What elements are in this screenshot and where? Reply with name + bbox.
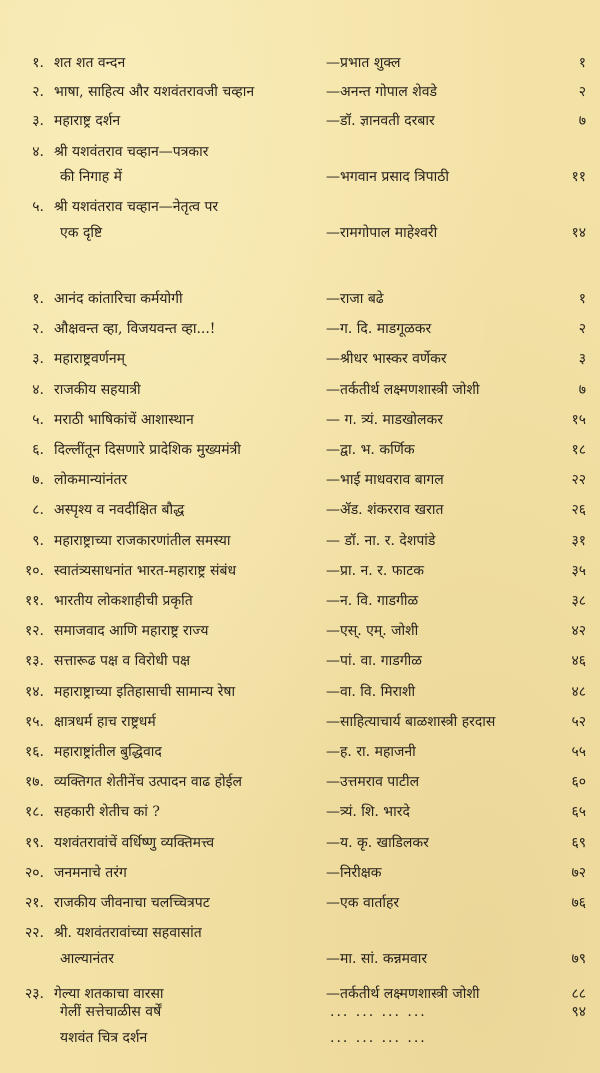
entry-page: ३५ xyxy=(571,562,586,579)
entry-page: ४८ xyxy=(571,683,586,700)
entry-title: जनमनाचे तरंग xyxy=(54,864,127,881)
entry-page: ११ xyxy=(571,169,586,185)
entry-number: १०. xyxy=(24,562,44,579)
entry-title: लोकमान्यांनंतर xyxy=(54,472,128,489)
entry-title: क्षात्रधर्म हाच राष्ट्रधर्म xyxy=(54,713,156,730)
entry-number: १. xyxy=(32,55,44,71)
entry-page: ९४ xyxy=(571,1004,586,1020)
toc-entry-s2-20 xyxy=(0,858,600,888)
entry-title: अस्पृश्य व नवदीक्षित बौद्ध xyxy=(54,502,185,519)
entry-author: —प्रा. न. र. फाटक xyxy=(326,562,425,579)
entry-title: श्री यशवंतराव चव्हान—पत्रकार xyxy=(54,144,209,160)
toc-entry-s2-6 xyxy=(0,435,600,465)
entry-number: २३. xyxy=(24,985,44,1002)
toc-entry-s2-1 xyxy=(0,284,600,314)
toc-entry-s2-15 xyxy=(0,707,600,737)
entry-number: ८. xyxy=(32,502,44,519)
entry-number: १७. xyxy=(24,774,44,791)
toc-entry-s2-12 xyxy=(0,616,600,646)
entry-author: —पां. वा. गाडगीळ xyxy=(326,653,422,670)
entry-title: व्यक्तिगत शेतीनेंच उत्पादन वाढ होईल xyxy=(54,774,242,791)
toc-entry-s2-17 xyxy=(0,767,600,797)
entry-number: ९. xyxy=(32,532,44,549)
toc-entry-s2-3 xyxy=(0,344,600,374)
entry-page: २६ xyxy=(571,502,586,519)
entry-author: —भगवान प्रसाद त्रिपाठी xyxy=(326,169,449,185)
toc-entry-s1-1 xyxy=(0,48,600,78)
entry-page: २ xyxy=(578,84,586,100)
entry-number: ५. xyxy=(32,411,44,428)
toc-entry-s1-3 xyxy=(0,106,600,136)
toc-entry-s2-4 xyxy=(0,375,600,405)
toc-entry-s1-5-cont xyxy=(0,218,600,248)
entry-author: —अनन्त गोपाल शेवडे xyxy=(326,84,438,100)
entry-author: —य. कृ. खाडिलकर xyxy=(326,834,429,851)
entry-title: राजकीय सहयात्री xyxy=(54,381,141,398)
toc-entry-s2-10 xyxy=(0,556,600,586)
entry-number: ७. xyxy=(32,472,44,489)
entry-page: ३१ xyxy=(571,532,586,549)
entry-title-continued: आल्यानंतर xyxy=(60,951,114,968)
toc-entry-s2-8 xyxy=(0,495,600,525)
entry-number: १९. xyxy=(24,834,44,851)
entry-page: १ xyxy=(578,55,586,71)
entry-author: —त्र्यं. शि. भारदे xyxy=(326,804,410,821)
entry-number: १६. xyxy=(24,744,44,760)
entry-page: ४६ xyxy=(571,653,586,670)
entry-number: २. xyxy=(32,84,44,100)
entry-author: —तर्कतीर्थ लक्ष्मणशास्त्री जोशी xyxy=(326,381,480,398)
toc-entry-s2-5 xyxy=(0,405,600,435)
entry-page: २ xyxy=(578,321,586,338)
toc-entry-s2-2 xyxy=(0,314,600,344)
toc-entry-s1-4-cont xyxy=(0,162,600,192)
entry-page: ५५ xyxy=(571,744,586,760)
entry-title: यशवंतरावांचें वर्धिष्णु व्यक्तिमत्त्व xyxy=(54,834,215,851)
entry-page: ७६ xyxy=(571,895,586,911)
entry-title: श्री. यशवंतरावांच्या सहवासांत xyxy=(54,925,202,942)
entry-number: १. xyxy=(32,291,44,307)
entry-number: ३. xyxy=(32,113,44,129)
entry-leader-dots: ... ... ... ... xyxy=(330,1004,427,1020)
entry-author: —भाई माधवराव बागल xyxy=(326,472,444,489)
entry-author: —न. वि. गाडगीळ xyxy=(326,593,419,609)
entry-author: —उत्तमराव पाटील xyxy=(326,774,420,791)
entry-author: —द्वा. भ. कर्णिक xyxy=(326,442,415,458)
entry-page: २२ xyxy=(571,472,586,489)
entry-author: —निरीक्षक xyxy=(326,864,382,881)
entry-title-continued: एक दृष्टि xyxy=(60,225,103,241)
entry-author: — डॉ. ना. र. देशपांडे xyxy=(326,532,436,549)
entry-page: ८८ xyxy=(571,985,586,1002)
entry-title: समाजवाद आणि महाराष्ट्र राज्य xyxy=(54,623,209,640)
entry-author: —डॉ. ज्ञानवती दरबार xyxy=(326,113,435,129)
toc-extra-2 xyxy=(0,1023,600,1053)
entry-number: ५. xyxy=(32,199,44,215)
entry-title: महाराष्ट्राच्या राजकारणांतील समस्या xyxy=(54,532,231,549)
toc-entry-s2-22-cont xyxy=(0,944,600,974)
entry-title: गेलीं सत्तेचाळीस वर्षें xyxy=(60,1004,162,1020)
entry-author: —ग. दि. माडगूळकर xyxy=(326,321,432,338)
entry-title: महाराष्ट्राच्या इतिहासाची सामान्य रेषा xyxy=(54,683,236,700)
toc-entry-s2-7 xyxy=(0,465,600,495)
entry-author: —तर्कतीर्थ लक्ष्मणशास्त्री जोशी xyxy=(326,985,480,1002)
entry-title: महाराष्ट्रवर्णनम् xyxy=(54,351,126,368)
entry-author: —श्रीधर भास्कर वर्णेकर xyxy=(326,351,447,368)
entry-page: ७९ xyxy=(571,951,586,968)
entry-title-continued: की निगाह में xyxy=(60,169,122,185)
entry-page: ६९ xyxy=(571,834,586,851)
entry-title: शत शत वन्दन xyxy=(54,55,126,71)
entry-leader-dots: ... ... ... ... xyxy=(330,1030,427,1046)
entry-author: —ॲड. शंकरराव खरात xyxy=(326,502,444,519)
toc-entry-s2-13 xyxy=(0,646,600,676)
toc-entry-s2-16 xyxy=(0,737,600,767)
entry-page: १४ xyxy=(571,225,586,241)
entry-number: ३. xyxy=(32,351,44,368)
entry-number: २२. xyxy=(24,925,44,942)
entry-title: भाषा, साहित्य और यशवंतरावजी चव्हान xyxy=(54,84,255,100)
entry-page: १८ xyxy=(571,442,586,458)
entry-page: ७ xyxy=(578,381,586,398)
toc-entry-s2-9 xyxy=(0,526,600,556)
entry-author: —वा. वि. मिराशी xyxy=(326,683,416,700)
entry-page: ३८ xyxy=(571,593,586,609)
entry-number: १२. xyxy=(24,623,44,640)
entry-title: सहकारी शेतीच कां ? xyxy=(54,804,160,821)
entry-title: महाराष्ट्र दर्शन xyxy=(54,113,121,129)
entry-author: —मा. सां. कन्नमवार xyxy=(326,951,428,968)
entry-number: १४. xyxy=(24,683,44,700)
entry-page: १५ xyxy=(571,411,586,428)
entry-title: स्वातंत्र्यसाधनांत भारत-महाराष्ट्र संबंध xyxy=(54,562,237,579)
entry-title: दिल्लींतून दिसणारे प्रादेशिक मुख्यमंत्री xyxy=(54,442,241,458)
entry-author: —साहित्याचार्य बाळशास्त्री हरदास xyxy=(326,713,496,730)
entry-title: महाराष्ट्रांतील बुद्धिवाद xyxy=(54,744,162,760)
entry-author: — ग. त्र्यं. माडखोलकर xyxy=(326,411,444,428)
entry-number: २०. xyxy=(24,864,44,881)
toc-entry-s2-19 xyxy=(0,828,600,858)
entry-author: —एक वार्ताहर xyxy=(326,895,400,911)
toc-entry-s1-2 xyxy=(0,77,600,107)
entry-title: सत्तारूढ पक्ष व विरोधी पक्ष xyxy=(54,653,191,670)
entry-number: १८. xyxy=(24,804,44,821)
entry-title: औक्षवन्त व्हा, विजयवन्त व्हा...! xyxy=(54,321,216,338)
entry-author: —रामगोपाल माहेश्वरी xyxy=(326,225,438,241)
entry-author: —राजा बढे xyxy=(326,291,384,307)
entry-page: १ xyxy=(578,291,586,307)
entry-title: भारतीय लोकशाहीची प्रकृति xyxy=(54,593,193,609)
toc-entry-s2-11 xyxy=(0,586,600,616)
entry-title: गेल्या शतकाचा वारसा xyxy=(54,985,164,1002)
entry-number: ४. xyxy=(32,144,44,160)
toc-entry-s2-18 xyxy=(0,797,600,827)
toc-entry-s2-21 xyxy=(0,888,600,918)
entry-page: ६० xyxy=(571,774,586,791)
entry-page: ४२ xyxy=(571,623,586,640)
entry-title: श्री यशवंतराव चव्हान—नेतृत्व पर xyxy=(54,199,219,215)
toc-entry-s2-14 xyxy=(0,677,600,707)
entry-author: —ह. रा. महाजनी xyxy=(326,744,416,760)
entry-number: १३. xyxy=(24,653,44,670)
entry-title: यशवंत चित्र दर्शन xyxy=(60,1030,148,1046)
entry-number: १५. xyxy=(24,713,44,730)
entry-author: —एस्. एम्. जोशी xyxy=(326,623,419,640)
entry-number: ६. xyxy=(32,442,44,458)
entry-page: ७२ xyxy=(571,864,586,881)
entry-page: ३ xyxy=(578,351,586,368)
entry-title: मराठी भाषिकांचें आशास्थान xyxy=(54,411,194,428)
entry-page: ७ xyxy=(578,113,586,129)
entry-title: राजकीय जीवनाचा चलच्चित्रपट xyxy=(54,895,210,911)
entry-title: आनंद कांतारिचा कर्मयोगी xyxy=(54,291,183,307)
entry-number: ४. xyxy=(32,381,44,398)
entry-author: —प्रभात शुक्ल xyxy=(326,55,401,71)
entry-number: २. xyxy=(32,321,44,338)
entry-page: ६५ xyxy=(571,804,586,821)
entry-number: ११. xyxy=(24,593,44,609)
entry-page: ५२ xyxy=(571,713,586,730)
entry-number: २१. xyxy=(24,895,44,911)
